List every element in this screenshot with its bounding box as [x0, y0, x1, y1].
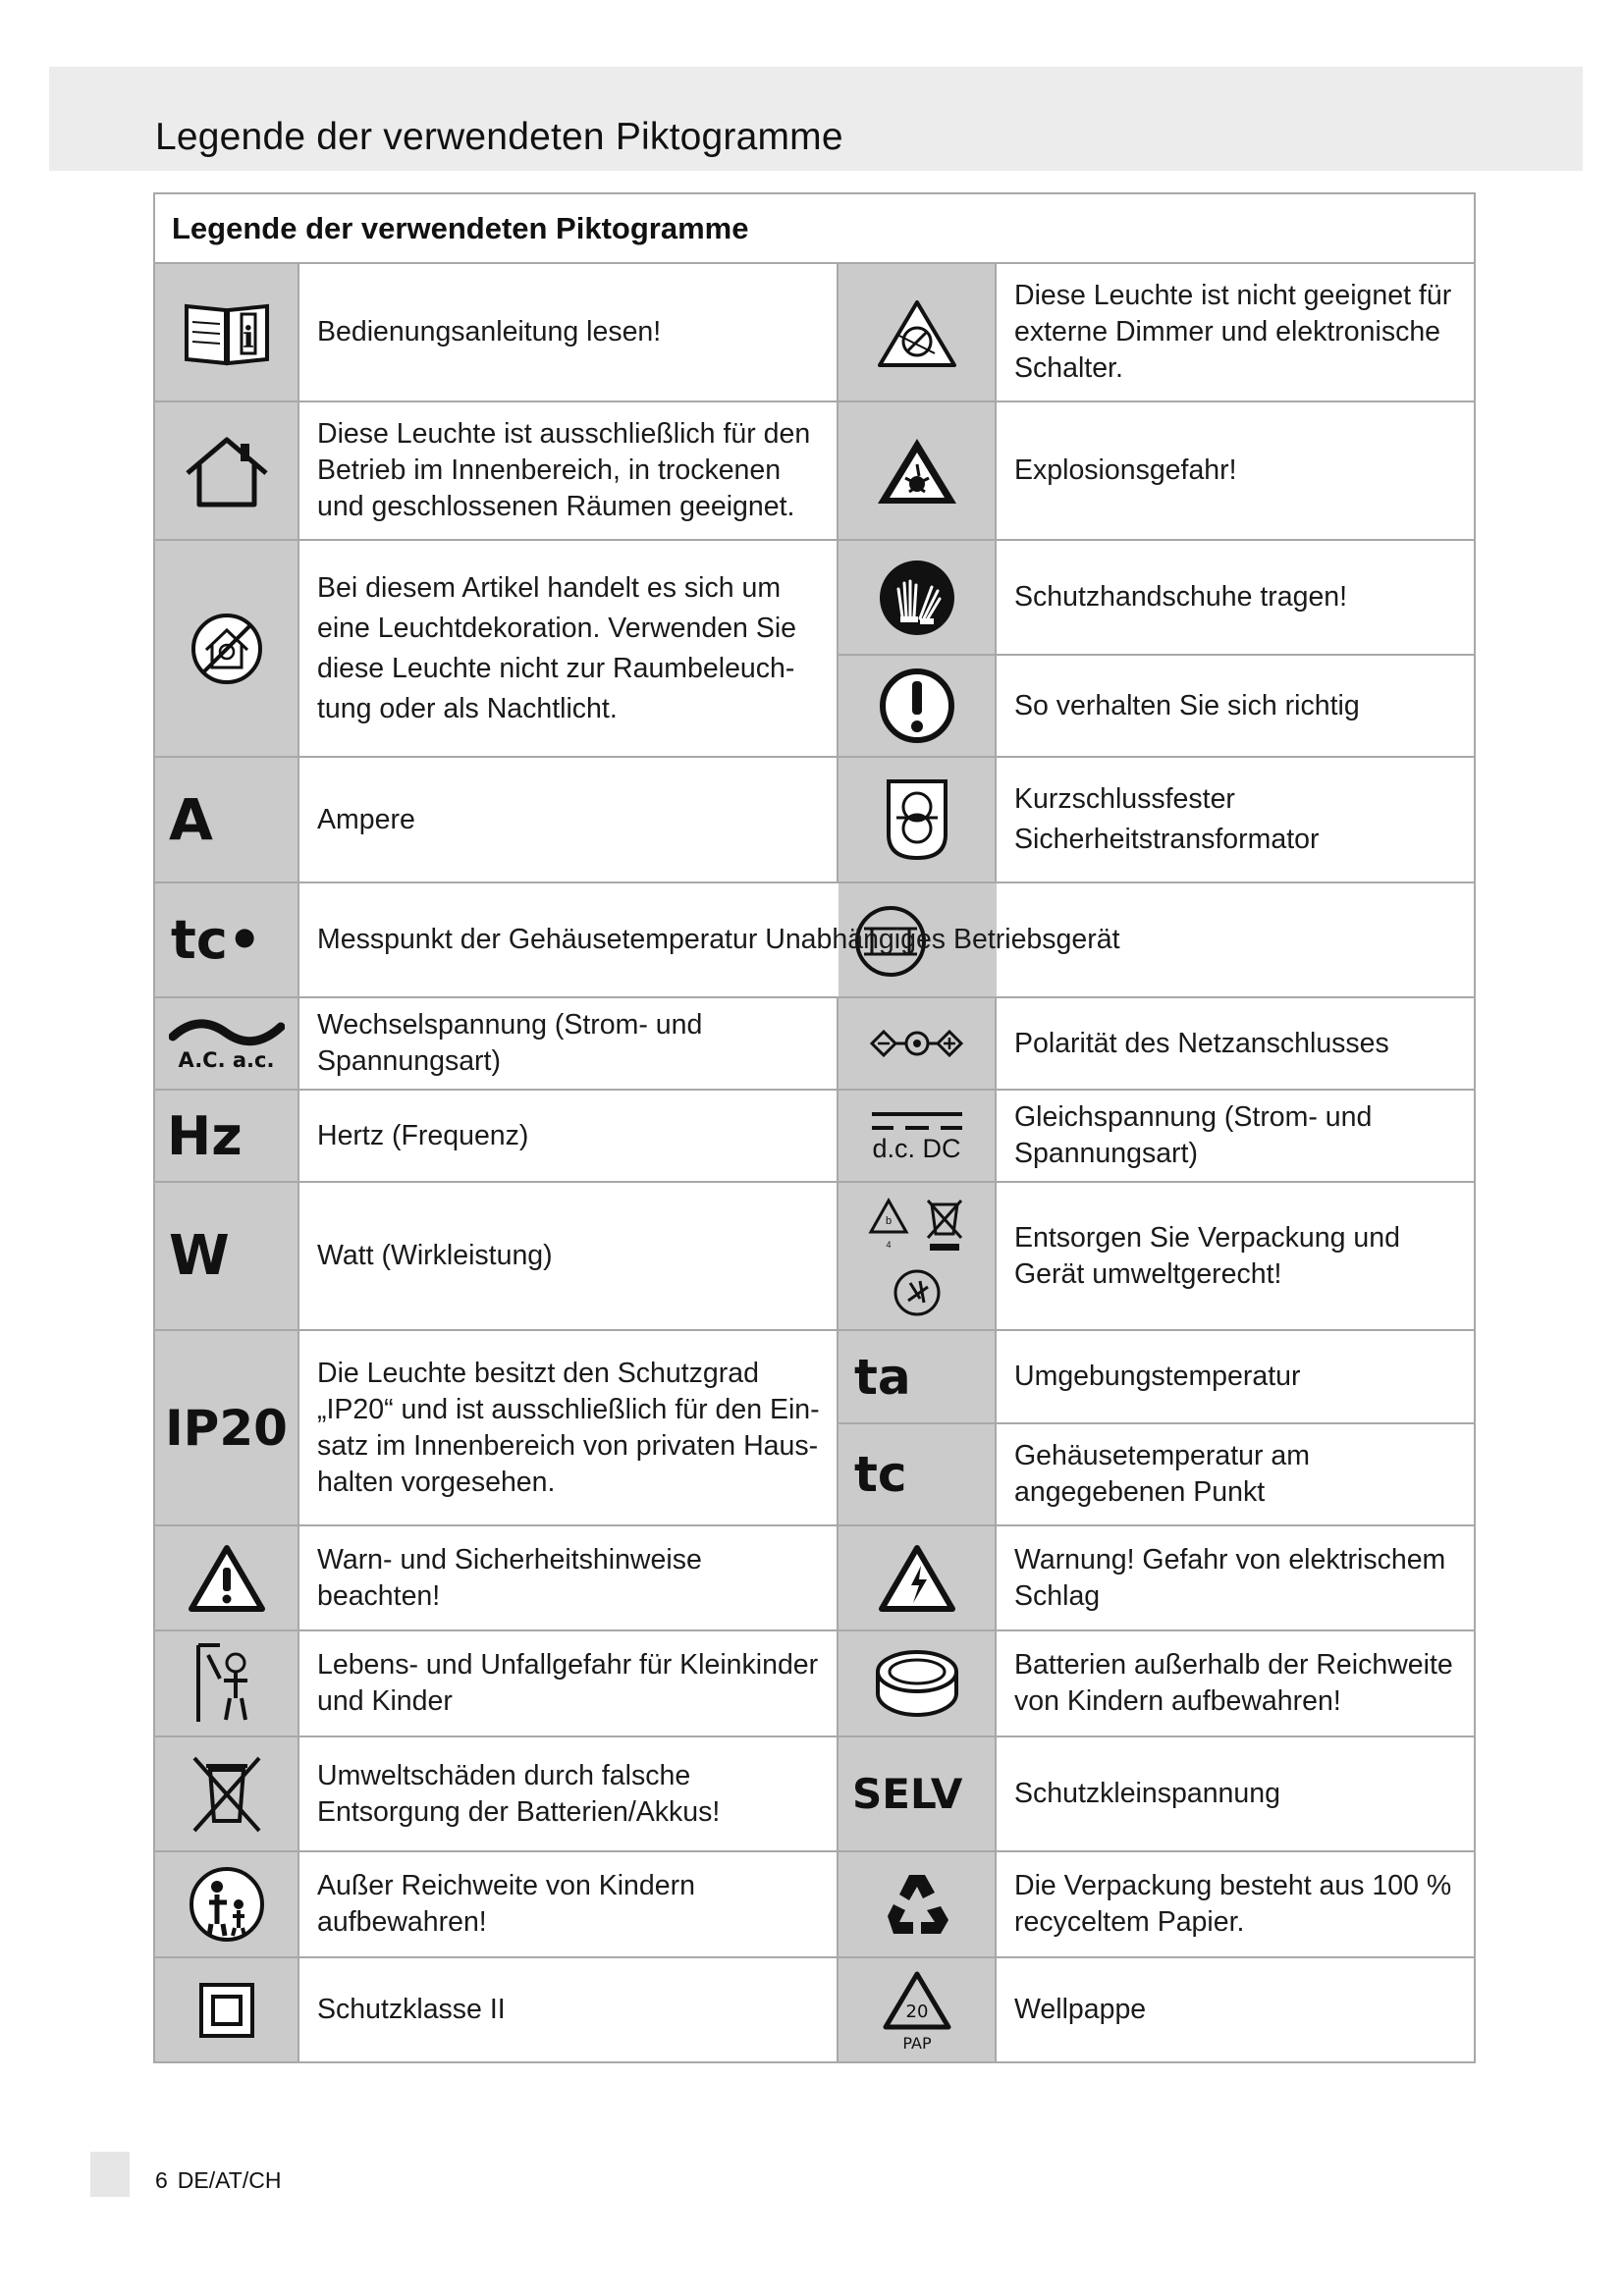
recycle-arrows-icon: [838, 1851, 996, 1957]
alternating-current-glyph: A.C. a.c.: [154, 997, 298, 1090]
table-cell-text: Wellpappe: [996, 1957, 1475, 2062]
protection-class-ii-icon: [154, 1957, 298, 2062]
table-cell-text: Warn- und Sicherheitshinweise beachten!: [298, 1525, 838, 1630]
pap-label: PAP: [901, 2033, 932, 2053]
direct-current-glyph: d.c. DC: [838, 1090, 996, 1182]
table-cell-text: Watt (Wirkleistung): [298, 1182, 838, 1330]
hertz-glyph: Hz: [154, 1090, 298, 1182]
table-cell-text: Gehäusetemperatur am angegebenen Punkt: [996, 1423, 1475, 1525]
table-cell-text: Diese Leuchte ist ausschließlich für den Betrieb im Innenbereich, in trockenen und geschlossenen Räumen geeignet.: [298, 401, 838, 540]
no-dimmer-icon: [838, 263, 996, 401]
indoor-house-icon: [154, 401, 298, 540]
exclamation-circle-icon: [838, 655, 996, 757]
keep-from-children-icon: [154, 1851, 298, 1957]
tc-glyph: tc: [838, 1423, 996, 1525]
protective-gloves-icon: [838, 540, 996, 655]
table-cell-text: Schutzklasse II: [298, 1957, 838, 2062]
pap-recycling-icon: [838, 1957, 996, 2062]
table-cell-text: Polarität des Netzanschlusses: [996, 997, 1475, 1090]
svg-text:b: b: [885, 1214, 892, 1227]
footer-marker: [90, 2152, 130, 2197]
table-cell-text: Diese Leuchte ist nicht geeignet für externe Dimmer und elektronische Schalter.: [996, 263, 1475, 401]
table-cell-text: Kurzschlussfester Sicherheitstransformator: [996, 757, 1475, 882]
tc-dot-glyph: tc•: [154, 882, 298, 997]
table-caption: Legende der verwendeten Piktogramme: [154, 193, 1475, 263]
warning-triangle-icon: [154, 1525, 298, 1630]
child-danger-icon: [154, 1630, 298, 1736]
table-cell-text: Ampere: [298, 757, 838, 882]
ampere-glyph: A: [154, 757, 298, 882]
table-cell-text: Gleichspannung (Strom- und Spannungsart): [996, 1090, 1475, 1182]
table-cell-text: Hertz (Frequenz): [298, 1090, 838, 1182]
page-number: 6: [155, 2167, 168, 2193]
pictogram-legend-table: [153, 192, 1476, 2063]
table-cell-text: Warnung! Gefahr von elektrischem Schlag: [996, 1525, 1475, 1630]
decoration-light-icon: [154, 540, 298, 757]
table-cell-text: Messpunkt der Gehäusetemperatur Unabhängiges Betriebsgerät: [298, 882, 1475, 997]
table-cell-text: Die Leuchte besitzt den Schutzgrad „IP20“ und ist ausschließlich für den Ein-satz im Innenbereich von privaten Haus-halten vorgesehen.: [298, 1330, 838, 1525]
table-cell-text: Explosionsgefahr!: [996, 401, 1475, 540]
table-cell-text: Bedienungsanleitung lesen!: [298, 263, 838, 401]
recycling-disposal-icon: [838, 1182, 996, 1330]
table-cell-text: Entsorgen Sie Verpackung und Gerät umweltgerecht!: [996, 1182, 1475, 1330]
table-cell-text: Bei diesem Artikel handelt es sich um eine Leuchtdekoration. Verwenden Sie diese Leuchte nicht zur Raumbeleuch-tung oder als Nachtlicht.: [298, 540, 838, 757]
footer: [155, 2167, 291, 2194]
table-cell-text: Umweltschäden durch falsche Entsorgung der Batterien/Akkus!: [298, 1736, 838, 1851]
crossed-bin-icon: [154, 1736, 298, 1851]
table-cell-text: So verhalten Sie sich richtig: [996, 655, 1475, 757]
safety-transformer-icon: [838, 757, 996, 882]
table-cell-text: Außer Reichweite von Kindern aufbewahren!: [298, 1851, 838, 1957]
explosion-warning-icon: [838, 401, 996, 540]
svg-text:i: i: [242, 320, 254, 355]
table-cell-text: Schutzkleinspannung: [996, 1736, 1475, 1851]
locale-label: DE/AT/CH: [177, 2167, 282, 2193]
polarity-icon: [838, 997, 996, 1090]
svg-text:4: 4: [885, 1239, 892, 1250]
table-cell-text: Lebens- und Unfallgefahr für Kleinkinder und Kinder: [298, 1630, 838, 1736]
table-cell-text: Schutzhandschuhe tragen!: [996, 540, 1475, 655]
selv-glyph: SELV: [838, 1736, 996, 1851]
ip20-glyph: IP20: [154, 1330, 298, 1525]
pap-number: 20: [905, 2001, 928, 2022]
table-cell-text: Wechselspannung (Strom- und Spannungsart): [298, 997, 838, 1090]
manual-book-icon: [154, 263, 298, 401]
table-cell-text: Umgebungstemperatur: [996, 1330, 1475, 1423]
ta-glyph: ta: [838, 1330, 996, 1423]
table-cell-text: Batterien außerhalb der Reichweite von Kindern aufbewahren!: [996, 1630, 1475, 1736]
electric-shock-warning-icon: [838, 1525, 996, 1630]
button-battery-icon: [838, 1630, 996, 1736]
page-title: Legende der verwendeten Piktogramme: [155, 116, 843, 158]
watt-glyph: W: [154, 1182, 298, 1330]
table-cell-text: Die Verpackung besteht aus 100 % recyceltem Papier.: [996, 1851, 1475, 1957]
